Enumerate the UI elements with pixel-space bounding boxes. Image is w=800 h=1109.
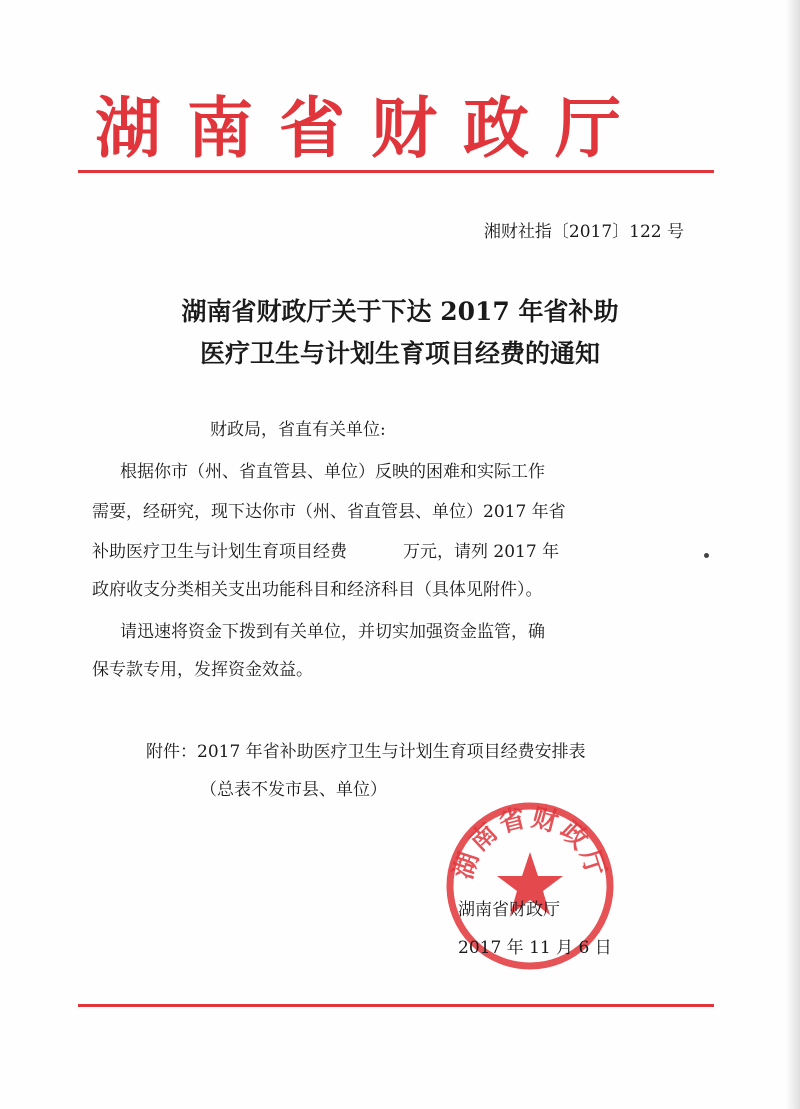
attachment-line: 附件：2017 年省补助医疗卫生与计划生育项目经费安排表 xyxy=(146,742,586,762)
footer-red-rule xyxy=(78,1004,714,1007)
paragraph-line-part: 补助医疗卫生与计划生育项目经费 xyxy=(92,542,347,562)
seal-arc-text: 湖南省财政厅 xyxy=(448,802,612,883)
scan-dot xyxy=(704,553,709,558)
scan-edge-shadow xyxy=(786,0,800,1109)
paragraph-line: 根据你市（州、省直管县、单位）反映的困难和实际工作 xyxy=(120,462,545,482)
attachment-note: （总表不发市县、单位） xyxy=(200,780,387,800)
paragraph-line: 请迅速将资金下拨到有关单位，并切实加强资金监管，确 xyxy=(120,622,545,642)
signature-org: 湖南省财政厅 xyxy=(458,900,560,920)
document-number: 湘财社指〔2017〕122 号 xyxy=(483,222,684,242)
signature-date: 2017 年 11 月 6 日 xyxy=(458,938,612,958)
paragraph-line xyxy=(92,540,559,564)
header-red-rule xyxy=(78,170,714,173)
issuer-header: 湖南省财政厅 xyxy=(95,89,647,167)
salutation: 财政局，省直有关单位: xyxy=(210,420,386,440)
paragraph-line: 政府收支分类相关支出功能科目和经济科目（具体见附件）。 xyxy=(92,580,543,600)
paragraph-line: 需要，经研究，现下达你市（州、省直管县、单位）2017 年省 xyxy=(92,502,566,522)
document-title-line-2: 医疗卫生与计划生育项目经费的通知 xyxy=(199,339,600,368)
paragraph-line-part: 万元，请列 2017 年 xyxy=(403,542,560,562)
document-title-line-1: 湖南省财政厅关于下达 2017 年省补助 xyxy=(181,297,619,326)
paragraph-line: 保专款专用，发挥资金效益。 xyxy=(92,660,313,680)
